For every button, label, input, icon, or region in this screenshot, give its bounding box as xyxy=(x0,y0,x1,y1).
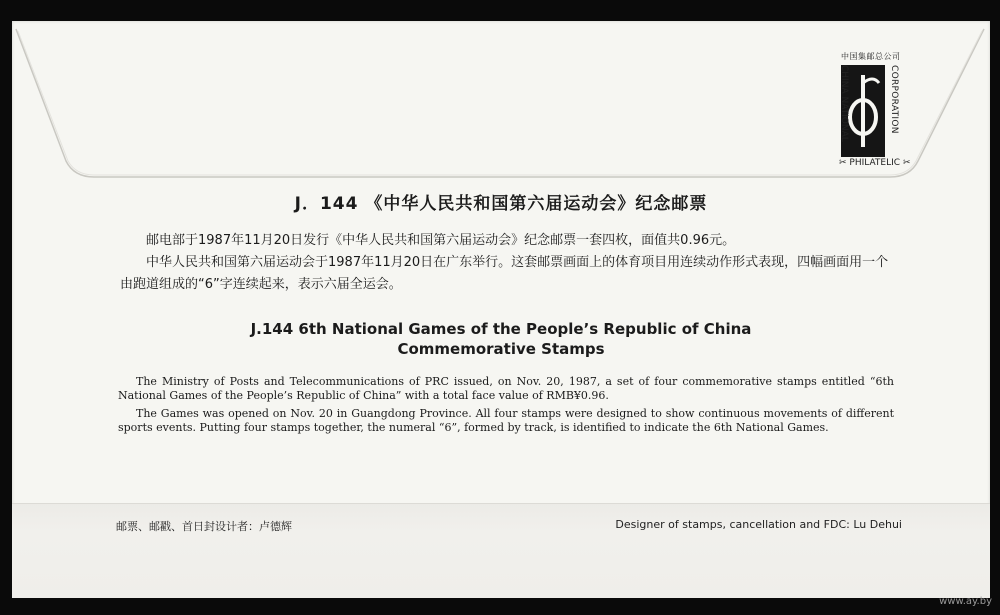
english-paragraph-1: The Ministry of Posts and Telecommunications of PRC issued, on Nov. 20, 1987, a set of four commemorative stamps entitled “6th National Games of the People’s Republic of China” with a total face value of RMB¥0.96. xyxy=(118,375,894,402)
english-title xyxy=(12,319,990,359)
designer-credit-english: Designer of stamps, cancellation and FDC: Lu Dehui xyxy=(615,518,902,531)
svg-text:CHINA NATIONAL: CHINA NATIONAL xyxy=(839,65,849,142)
english-title-line-2: Commemorative Stamps xyxy=(397,340,605,358)
chinese-paragraph-2: 中华人民共和国第六届运动会于1987年11月20日在广东举行。这套邮票画面上的体育项目用连续动作形式表现，四幅画面用一个由跑道组成的“6”字连续起来，表示六届全运会。 xyxy=(120,255,889,292)
designer-credit-chinese: 邮票、邮戳、首日封设计者：卢德辉 xyxy=(116,520,292,533)
english-paragraph-2: The Games was opened on Nov. 20 in Guangdong Province. All four stamps were designed to show continuous movements of different sports events. Putting four stamps together, the numeral “6”, formed by track, is identified to indicate the 6th National Games. xyxy=(118,407,894,434)
logo-philatelic-text: ✂ PHILATELIC ✂ xyxy=(839,158,911,168)
chinese-title: J．144 《中华人民共和国第六届运动会》纪念邮票 xyxy=(294,194,708,214)
chinese-paragraph-1: 邮电部于1987年11月20日发行《中华人民共和国第六届运动会》纪念邮票一套四枚，面值共0.96元。 xyxy=(146,233,736,248)
logo-chinese-text: 中国集邮总公司 xyxy=(841,52,901,61)
english-title-line-1: J.144 6th National Games of the People’s Republic of China xyxy=(250,320,752,338)
logo-corporation-text: CORPORATION xyxy=(889,65,899,134)
site-watermark: www.ay.by xyxy=(939,596,992,607)
logo-china-national-vertical xyxy=(838,65,852,157)
envelope-back xyxy=(12,21,990,597)
